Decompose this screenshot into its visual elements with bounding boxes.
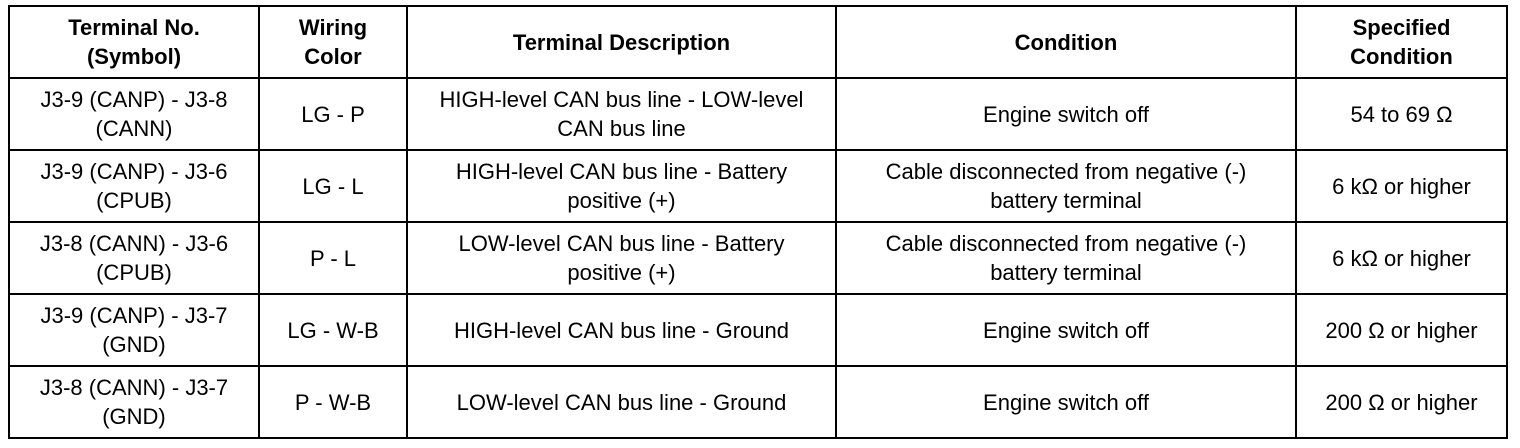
cell-description [407,366,836,438]
cell-line: positive (+) [567,188,676,213]
specification-table [8,5,1508,439]
cell-line: LOW-level CAN bus line - Battery [458,231,785,256]
cell-line: (CANN) [95,116,173,141]
cell-line: 200 Ω or higher [1325,389,1478,415]
cell-description [407,222,836,294]
cell-condition [836,366,1296,438]
header-wiring-color [259,6,407,78]
cell-line: battery terminal [990,188,1142,213]
header-line: (Symbol) [86,44,182,69]
cell-wiring-color [259,150,407,222]
cell-condition [836,150,1296,222]
table-row [9,150,1507,222]
table-header-row [9,6,1507,78]
cell-line: (GND) [102,332,166,357]
cell-wiring-color [259,78,407,150]
cell-line: P - W-B [294,389,372,415]
cell-wiring-color [259,222,407,294]
cell-line: 200 Ω or higher [1325,317,1478,343]
cell-line: (CPUB) [96,260,172,285]
cell-condition [836,78,1296,150]
header-condition [836,6,1296,78]
header-line: Wiring [298,15,368,40]
cell-specified [1296,366,1507,438]
specification-table-container [8,5,1506,439]
cell-terminal [9,222,259,294]
cell-specified [1296,294,1507,366]
cell-line: CAN bus line [557,116,686,141]
header-line: Specified [1352,15,1451,40]
header-terminal [9,6,259,78]
cell-line: (GND) [102,404,166,429]
cell-terminal [9,366,259,438]
cell-terminal [9,150,259,222]
cell-line: HIGH-level CAN bus line - Battery [455,159,788,184]
cell-line: 54 to 69 Ω [1350,101,1453,127]
cell-terminal [9,294,259,366]
cell-description [407,150,836,222]
header-specified-condition [1296,6,1507,78]
cell-specified [1296,78,1507,150]
table-row [9,222,1507,294]
cell-line: 6 kΩ or higher [1332,173,1471,199]
cell-description [407,78,836,150]
cell-line: HIGH-level CAN bus line - LOW-level [439,87,804,112]
cell-line: Cable disconnected from negative (-) [885,159,1247,184]
cell-line: 6 kΩ or higher [1332,245,1471,271]
header-terminal-description [407,6,836,78]
cell-line: HIGH-level CAN bus line - Ground [453,317,789,343]
cell-line: J3-9 (CANP) - J3-8 [40,87,228,112]
cell-specified [1296,222,1507,294]
cell-condition [836,222,1296,294]
cell-line: J3-8 (CANN) - J3-7 [39,375,229,400]
cell-line: LG - L [302,173,364,199]
cell-line: Engine switch off [983,389,1149,415]
cell-specified [1296,150,1507,222]
cell-description [407,294,836,366]
cell-line: LG - P [301,101,365,127]
table-row [9,78,1507,150]
cell-line: J3-8 (CANN) - J3-6 [39,231,229,256]
cell-line: J3-9 (CANP) - J3-6 [40,159,228,184]
cell-terminal [9,78,259,150]
header-line: Condition [1350,44,1453,69]
cell-line: Cable disconnected from negative (-) [885,231,1247,256]
header-line: Terminal Description [512,29,731,55]
cell-line: Engine switch off [983,317,1149,343]
header-line: Terminal No. [68,15,200,40]
header-line: Condition [1014,29,1118,55]
cell-line: LOW-level CAN bus line - Ground [456,389,787,415]
cell-line: LG - W-B [287,317,379,343]
cell-line: J3-9 (CANP) - J3-7 [40,303,228,328]
cell-line: positive (+) [567,260,676,285]
cell-condition [836,294,1296,366]
header-line: Color [304,44,362,69]
cell-line: P - L [309,245,357,271]
cell-wiring-color [259,294,407,366]
cell-line: (CPUB) [96,188,172,213]
table-row [9,294,1507,366]
table-row [9,366,1507,438]
cell-line: battery terminal [990,260,1142,285]
cell-wiring-color [259,366,407,438]
cell-line: Engine switch off [983,101,1149,127]
